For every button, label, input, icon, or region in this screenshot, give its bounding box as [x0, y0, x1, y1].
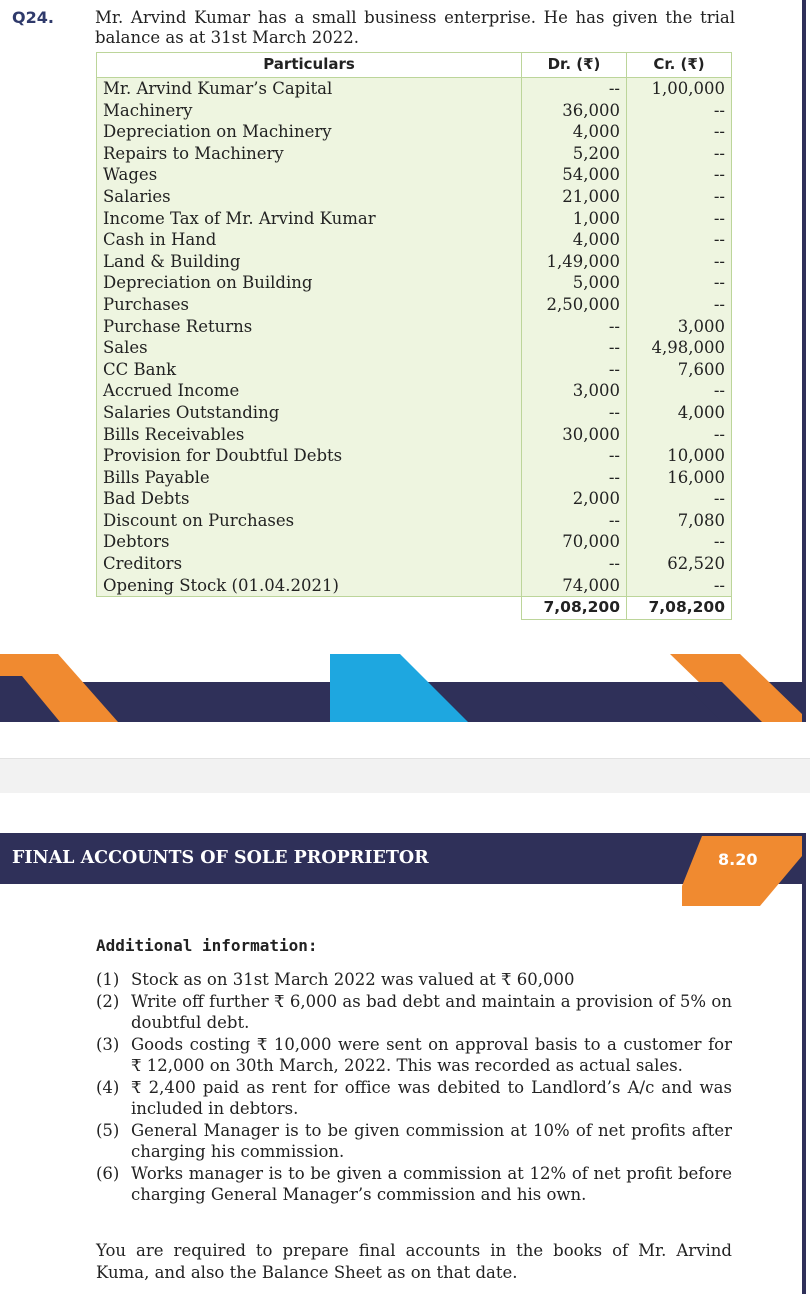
particular-cell: Salaries: [97, 186, 522, 208]
list-item-text: ₹ 2,400 paid as rent for office was debited to Landlord’s A/c and was included in debtors.: [131, 1077, 732, 1118]
dr-cell: 21,000: [522, 186, 627, 208]
cr-cell: 7,600: [627, 359, 732, 381]
question-text: Mr. Arvind Kumar has a small business enterprise. He has given the trial balance as at 31st March 2022.: [95, 8, 735, 47]
cr-cell: 62,520: [627, 553, 732, 575]
cr-cell: 4,000: [627, 402, 732, 424]
table-row: [97, 445, 732, 467]
header-particulars: Particulars: [97, 53, 522, 78]
cr-cell: --: [627, 229, 732, 251]
table-row: [97, 575, 732, 597]
list-item-text: General Manager is to be given commission at 10% of net profits after charging his commission.: [131, 1120, 732, 1161]
table-row: [97, 164, 732, 186]
table-row: [97, 272, 732, 294]
list-item-number: (4): [96, 1077, 120, 1097]
cr-cell: --: [627, 294, 732, 316]
cr-cell: --: [627, 272, 732, 294]
list-item: [96, 1120, 732, 1163]
additional-info-heading: Additional information:: [96, 936, 318, 955]
dr-cell: 2,000: [522, 488, 627, 510]
dr-cell: 2,50,000: [522, 294, 627, 316]
particular-cell: Cash in Hand: [97, 229, 522, 251]
chapter-title: FINAL ACCOUNTS OF SOLE PROPRIETOR: [12, 848, 429, 868]
cr-cell: --: [627, 575, 732, 597]
table-body: [97, 78, 732, 597]
table-row: [97, 143, 732, 165]
chapter-number: 8.20: [718, 850, 758, 869]
page-gap: [0, 758, 810, 793]
cr-cell: --: [627, 251, 732, 273]
header-dr: Dr. (₹): [522, 53, 627, 78]
total-cr: 7,08,200: [627, 597, 732, 620]
particular-cell: Bills Payable: [97, 467, 522, 489]
additional-info-list: [96, 969, 732, 1206]
list-item-number: (3): [96, 1034, 120, 1054]
total-dr: 7,08,200: [522, 597, 627, 620]
particular-cell: Wages: [97, 164, 522, 186]
header-cr: Cr. (₹): [627, 53, 732, 78]
table-total-row: [97, 597, 732, 620]
dr-cell: --: [522, 467, 627, 489]
cr-cell: --: [627, 121, 732, 143]
closing-instruction: You are required to prepare final accounts in the books of Mr. Arvind Kuma, and also the Balance Sheet as on that date.: [96, 1241, 732, 1282]
page-2: [0, 833, 806, 1294]
dr-cell: --: [522, 337, 627, 359]
list-item-text: Goods costing ₹ 10,000 were sent on approval basis to a customer for ₹ 12,000 on 30th March, 2022. This was recorded as actual sales.: [131, 1034, 732, 1075]
list-item-number: (2): [96, 991, 120, 1011]
particular-cell: Bad Debts: [97, 488, 522, 510]
table-row: [97, 121, 732, 143]
dr-cell: --: [522, 402, 627, 424]
list-item: [96, 1163, 732, 1206]
dr-cell: 5,000: [522, 272, 627, 294]
particular-cell: Depreciation on Building: [97, 272, 522, 294]
cr-cell: 3,000: [627, 316, 732, 338]
particular-cell: Depreciation on Machinery: [97, 121, 522, 143]
cr-cell: --: [627, 380, 732, 402]
cr-cell: 1,00,000: [627, 78, 732, 100]
dr-cell: 1,49,000: [522, 251, 627, 273]
table-row: [97, 229, 732, 251]
dr-cell: 36,000: [522, 100, 627, 122]
particular-cell: Accrued Income: [97, 380, 522, 402]
table-row: [97, 402, 732, 424]
particular-cell: Discount on Purchases: [97, 510, 522, 532]
table-row: [97, 78, 732, 100]
table-row: [97, 316, 732, 338]
cr-cell: 16,000: [627, 467, 732, 489]
decorative-footer-band: [0, 654, 802, 722]
list-item-number: (6): [96, 1163, 120, 1183]
question-number: Q24.: [12, 8, 54, 27]
particular-cell: Income Tax of Mr. Arvind Kumar: [97, 208, 522, 230]
particular-cell: Machinery: [97, 100, 522, 122]
list-item-text: Stock as on 31st March 2022 was valued at ₹ 60,000: [131, 970, 575, 989]
cr-cell: 4,98,000: [627, 337, 732, 359]
particular-cell: Sales: [97, 337, 522, 359]
table-row: [97, 553, 732, 575]
chapter-number-tab: [682, 836, 802, 906]
cr-cell: 10,000: [627, 445, 732, 467]
list-item-number: (1): [96, 970, 120, 989]
list-item: [96, 1077, 732, 1120]
cr-cell: --: [627, 424, 732, 446]
dr-cell: --: [522, 316, 627, 338]
dr-cell: 5,200: [522, 143, 627, 165]
dr-cell: 74,000: [522, 575, 627, 597]
table-row: [97, 337, 732, 359]
dr-cell: --: [522, 510, 627, 532]
table-header-row: [97, 53, 732, 78]
particular-cell: CC Bank: [97, 359, 522, 381]
dr-cell: --: [522, 359, 627, 381]
table-row: [97, 380, 732, 402]
total-blank-cell: [97, 597, 522, 620]
cr-cell: --: [627, 164, 732, 186]
cr-cell: --: [627, 488, 732, 510]
table-row: [97, 186, 732, 208]
dr-cell: --: [522, 445, 627, 467]
dr-cell: --: [522, 78, 627, 100]
dr-cell: 30,000: [522, 424, 627, 446]
particular-cell: Debtors: [97, 531, 522, 553]
dr-cell: 54,000: [522, 164, 627, 186]
dr-cell: --: [522, 553, 627, 575]
dr-cell: 1,000: [522, 208, 627, 230]
particular-cell: Repairs to Machinery: [97, 143, 522, 165]
table-row: [97, 531, 732, 553]
particular-cell: Purchases: [97, 294, 522, 316]
cr-cell: --: [627, 531, 732, 553]
cr-cell: --: [627, 143, 732, 165]
cr-cell: --: [627, 208, 732, 230]
table-row: [97, 294, 732, 316]
particular-cell: Opening Stock (01.04.2021): [97, 575, 522, 597]
particular-cell: Creditors: [97, 553, 522, 575]
particular-cell: Provision for Doubtful Debts: [97, 445, 522, 467]
list-item-text: Works manager is to be given a commission at 12% of net profit before charging General Manager’s commission and his own.: [131, 1163, 732, 1204]
list-item: [96, 991, 732, 1034]
table-row: [97, 208, 732, 230]
particular-cell: Salaries Outstanding: [97, 402, 522, 424]
list-item: [96, 1034, 732, 1077]
table-row: [97, 100, 732, 122]
table-row: [97, 488, 732, 510]
table-row: [97, 251, 732, 273]
list-item-number: (5): [96, 1120, 120, 1140]
particular-cell: Bills Receivables: [97, 424, 522, 446]
dr-cell: 4,000: [522, 121, 627, 143]
cr-cell: --: [627, 186, 732, 208]
table-row: [97, 359, 732, 381]
particular-cell: Purchase Returns: [97, 316, 522, 338]
dr-cell: 4,000: [522, 229, 627, 251]
dr-cell: 70,000: [522, 531, 627, 553]
table-row: [97, 467, 732, 489]
list-item: [96, 969, 732, 991]
table-row: [97, 424, 732, 446]
cr-cell: --: [627, 100, 732, 122]
cr-cell: 7,080: [627, 510, 732, 532]
particular-cell: Mr. Arvind Kumar’s Capital: [97, 78, 522, 100]
dr-cell: 3,000: [522, 380, 627, 402]
particular-cell: Land & Building: [97, 251, 522, 273]
table-row: [97, 510, 732, 532]
list-item-text: Write off further ₹ 6,000 as bad debt and maintain a provision of 5% on doubtful debt.: [131, 991, 732, 1032]
trial-balance-table: [96, 52, 732, 620]
